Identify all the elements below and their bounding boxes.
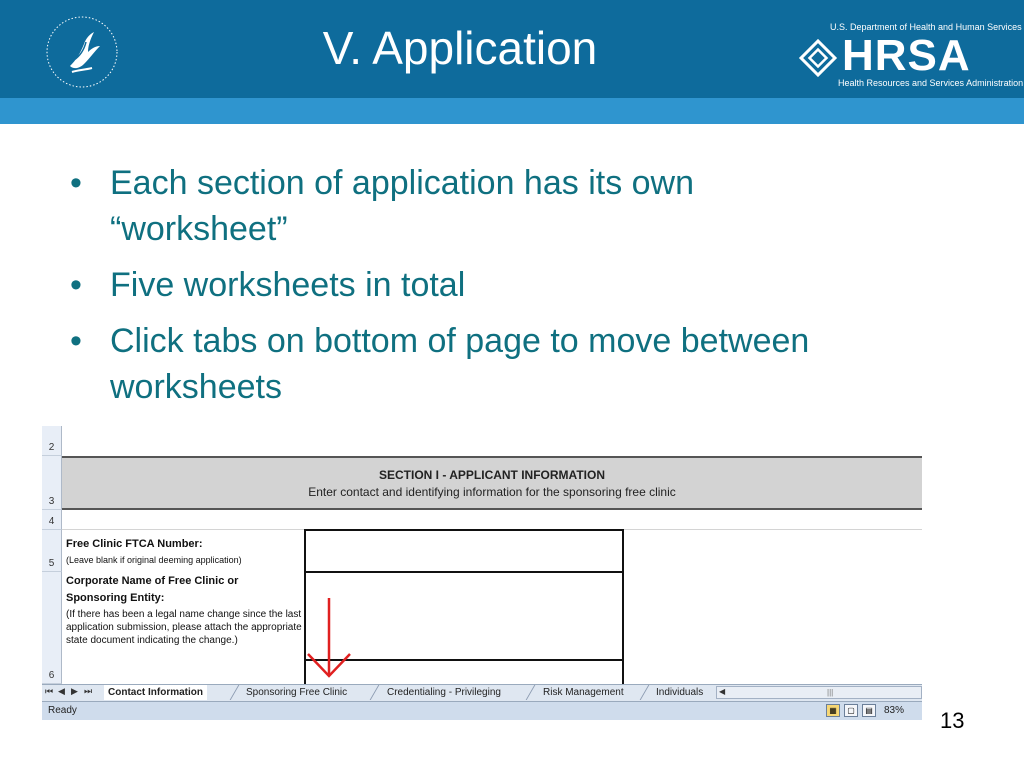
sheet-tab-bar	[42, 684, 922, 701]
row-header-3[interactable]: 3	[42, 456, 62, 510]
section-header-band	[62, 456, 922, 510]
page-break-view-icon[interactable]: ▤	[862, 704, 876, 717]
hhs-eagle-icon	[44, 14, 120, 90]
next-sheet-icon[interactable]: ▶	[71, 686, 78, 696]
page-layout-view-icon[interactable]: ▢	[844, 704, 858, 717]
bullet-list	[70, 160, 830, 420]
row-header-4[interactable]: 4	[42, 510, 62, 530]
row-header-2[interactable]: 2	[42, 426, 62, 456]
slide-title: V. Application	[322, 22, 598, 74]
red-down-arrow-icon	[304, 596, 354, 682]
tab-separator	[370, 685, 380, 700]
first-sheet-icon[interactable]: ⏮	[45, 686, 54, 696]
bullet-item: • Five worksheets in total	[70, 262, 830, 308]
tab-risk-management[interactable]: Risk Management	[543, 687, 624, 698]
corporate-name-note: (If there has been a legal name change since the last application submission, please attach the appropriate state document indicating the change.)	[66, 609, 302, 646]
section-subtitle: Enter contact and identifying information for the sponsoring free clinic	[308, 485, 676, 499]
tab-separator	[640, 685, 650, 700]
tab-individuals[interactable]: Individuals	[656, 687, 704, 698]
hrsa-wordmark: HRSA	[842, 31, 971, 80]
tab-separator	[526, 685, 536, 700]
spreadsheet-screenshot	[42, 426, 922, 720]
last-sheet-icon[interactable]: ⏭	[84, 686, 93, 696]
header-stripe	[0, 98, 1024, 124]
zoom-level[interactable]: 83%	[884, 705, 905, 716]
bullet-item: • Each section of application has its own “worksheet”	[70, 160, 830, 252]
ftca-number-label: Free Clinic FTCA Number:	[66, 538, 203, 550]
status-text: Ready	[48, 705, 77, 716]
bullet-item: • Click tabs on bottom of page to move between worksheets	[70, 318, 830, 410]
corporate-name-label-line1: Corporate Name of Free Clinic or	[66, 575, 239, 587]
page-number: 13	[940, 708, 965, 733]
tab-credentialing-privileging[interactable]: Credentialing - Privileging	[387, 687, 501, 698]
row-header-6[interactable]: 6	[42, 572, 62, 684]
scroll-left-icon[interactable]: ◀	[719, 687, 726, 696]
ftca-number-note: (Leave blank if original deeming application)	[66, 555, 242, 565]
section-title: SECTION I - APPLICANT INFORMATION	[379, 468, 605, 482]
prev-sheet-icon[interactable]: ◀	[58, 686, 65, 696]
tab-separator	[230, 685, 240, 700]
normal-view-icon[interactable]: ▦	[826, 704, 840, 717]
hrsa-agency-text: Health Resources and Services Administration	[838, 78, 1024, 88]
hrsa-emblem-icon	[798, 38, 838, 78]
hrsa-logo	[798, 20, 1024, 90]
ftca-number-input[interactable]	[304, 529, 624, 573]
tab-sponsoring-free-clinic[interactable]: Sponsoring Free Clinic	[246, 687, 348, 698]
scrollbar-grip-icon[interactable]: |||	[827, 688, 834, 697]
tab-contact-information[interactable]: Contact Information	[104, 685, 207, 700]
corporate-name-label-line2: Sponsoring Entity:	[66, 592, 165, 604]
status-bar	[42, 701, 922, 720]
hrsa-department-text: U.S. Department of Health and Human Services	[830, 22, 1022, 32]
horizontal-scrollbar[interactable]	[716, 686, 922, 699]
row-header-5[interactable]: 5	[42, 530, 62, 572]
